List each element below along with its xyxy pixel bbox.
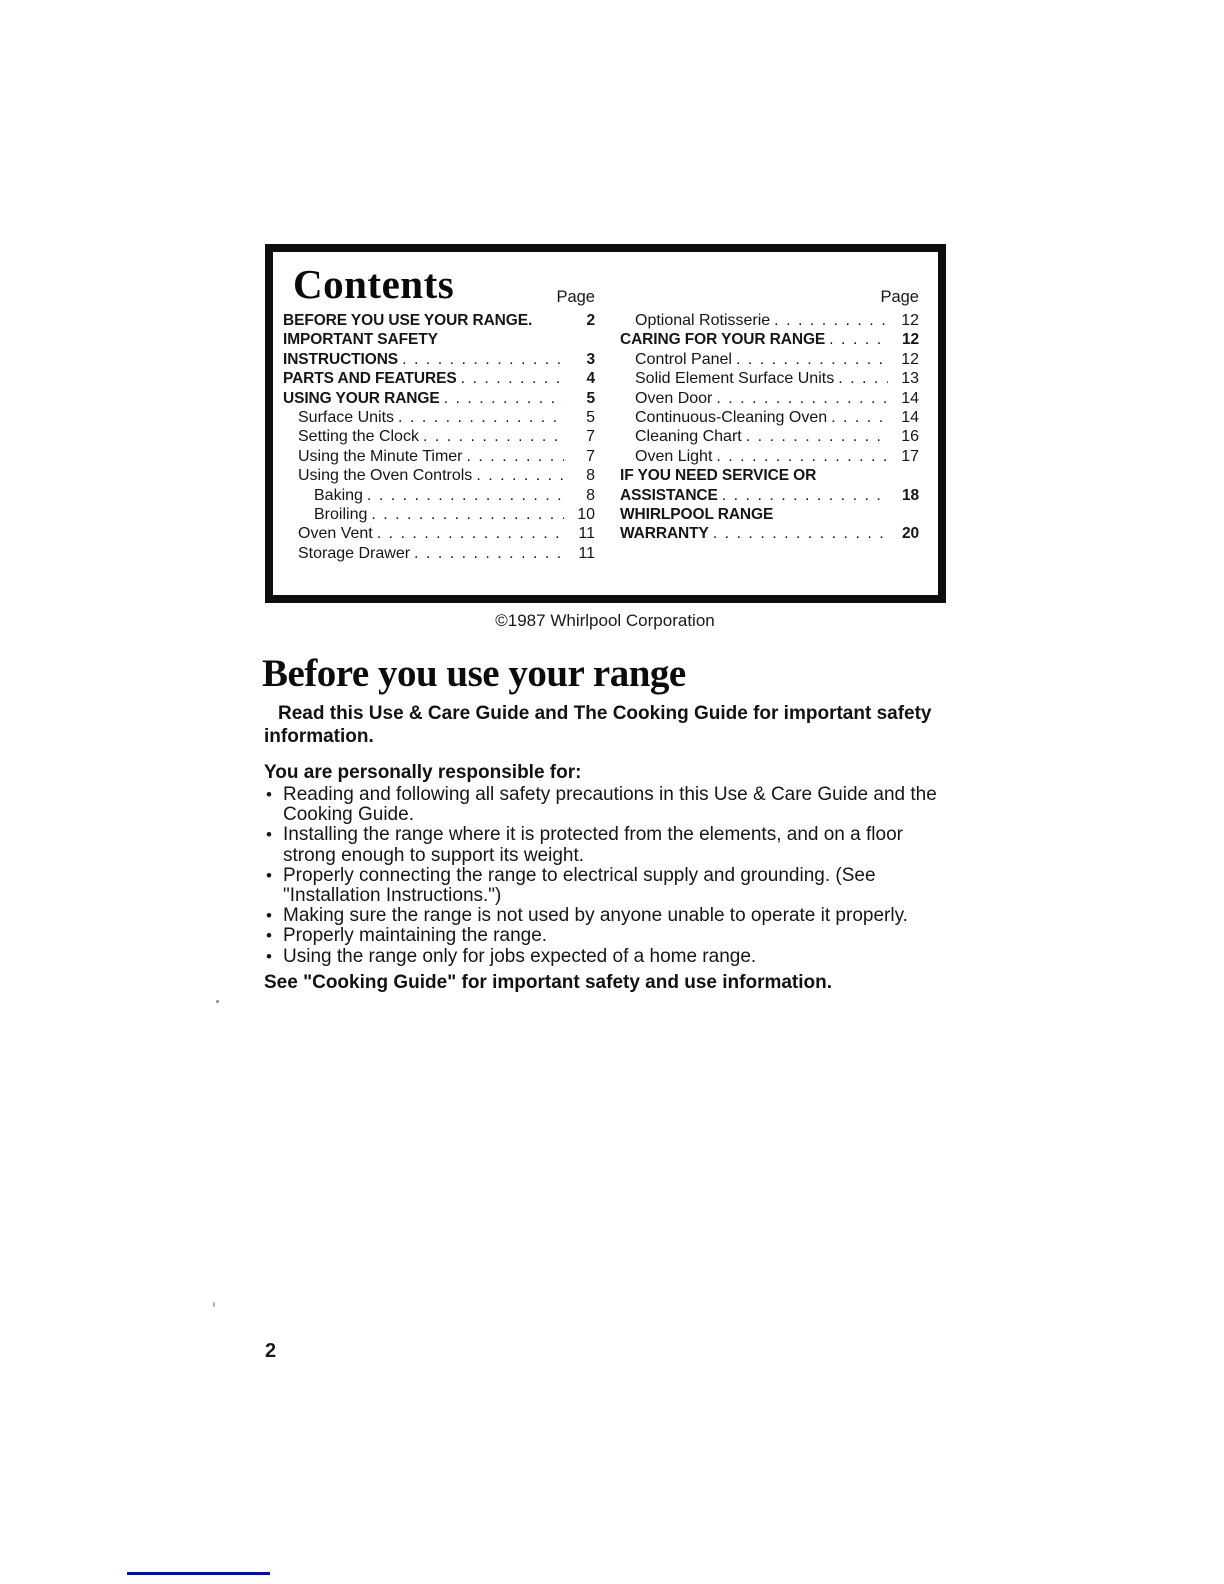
toc-dot-leader [716,390,888,408]
toc-dot-leader [736,351,888,369]
intro-paragraph [264,702,944,748]
toc-row [283,390,595,409]
toc-left-page-header: Page [556,288,595,306]
toc-entry-label: CARING FOR YOUR RANGE [620,331,826,349]
toc-page-number: 7 [586,428,595,446]
toc-row [620,487,919,506]
toc-dot-leader [713,525,888,543]
toc-entry-label: PARTS AND FEATURES [283,370,457,388]
bullet-icon: • [266,865,272,885]
toc-row [620,312,919,331]
intro-line: information. [264,726,374,747]
toc-page-number: 8 [586,467,595,485]
toc-entry-label: ASSISTANCE [620,486,718,504]
bullet-item-line: • Reading and following all safety precautions in this Use & Care Guide and the [266,784,937,805]
toc-row [620,351,919,370]
toc-row [620,409,919,428]
toc-right-column [620,288,919,545]
toc-dot-leader [467,448,564,466]
toc-entry-label: Broiling [314,505,368,523]
toc-row [620,370,919,389]
bullet-item-line: • Installing the range where it is protected from the elements, and on a floor [266,824,903,846]
scan-speck [213,1302,215,1307]
toc-row [283,525,595,544]
toc-entry-label: Optional Rotisserie [635,312,771,329]
toc-entry-label: BEFORE YOU USE YOUR RANGE. [283,312,533,329]
toc-page-number: 12 [901,331,919,349]
toc-dot-leader [716,448,888,466]
toc-dot-leader [444,390,564,408]
toc-dot-leader [774,312,888,330]
toc-entry-label: Storage Drawer [298,544,411,562]
bullet-icon: • [266,926,272,946]
toc-entry-label: USING YOUR RANGE [283,389,440,407]
toc-dot-leader [371,506,564,524]
bullet-item-line: • Making sure the range is not used by anyone unable to operate it properly. [266,905,908,927]
toc-entry-label: Surface Units [298,408,395,426]
contents-title: Contents [293,261,455,307]
toc-entry-label: IF YOU NEED SERVICE OR [620,467,817,485]
toc-page-number: 7 [586,447,595,465]
toc-page-number: 10 [577,505,595,523]
bullet-icon: • [266,825,272,845]
toc-dot-leader [414,545,564,563]
toc-page-number: 14 [901,389,919,407]
toc-page-number: 20 [901,525,919,543]
footer-underline [127,1572,270,1575]
toc-left-rows [283,312,595,564]
toc-row [620,448,919,467]
toc-row [620,428,919,447]
closing-note: See "Cooking Guide" for important safety and use information. [264,972,833,993]
toc-entry-label: Using the Oven Controls [298,467,473,485]
toc-page-number: 5 [586,389,595,407]
toc-entry-label: Solid Element Surface Units [635,370,835,388]
toc-right-rows [620,312,919,545]
toc-entry-label: Oven Light [635,447,713,465]
toc-entry-label: Setting the Clock [298,428,419,446]
page-number: 2 [265,1340,277,1362]
bullet-continuation-line: Cooking Guide. [283,804,414,826]
toc-row [283,351,595,370]
bullet-icon: • [266,785,272,804]
toc-row [283,370,595,389]
toc-dot-leader [746,428,888,446]
toc-dot-leader [722,487,888,505]
toc-page-number: 17 [901,447,919,465]
bullet-item-line: • Properly maintaining the range. [266,925,548,947]
toc-page-number: 11 [578,525,595,543]
toc-row [620,331,919,350]
responsibility-subhead: You are personally responsible for: [264,762,582,783]
toc-dot-leader [476,467,564,485]
toc-row [620,506,919,525]
toc-page-number: 12 [901,312,919,329]
toc-page-number: 8 [586,486,595,504]
toc-row [283,506,595,525]
toc-entry-label: Continuous-Cleaning Oven [635,408,828,426]
toc-entry-label: Using the Minute Timer [298,447,463,465]
toc-dot-leader [423,428,564,446]
toc-row [620,390,919,409]
toc-page-number: 14 [901,408,919,426]
toc-right-page-header: Page [880,288,919,306]
toc-entry-label: INSTRUCTIONS [283,350,399,368]
toc-dot-leader [838,370,888,388]
toc-page-number: 18 [901,486,919,504]
toc-entry-label: Cleaning Chart [635,428,742,446]
section-heading: Before you use your range [262,652,686,695]
toc-page-number: 3 [586,350,595,368]
toc-entry-label: WHIRLPOOL RANGE [620,505,774,523]
toc-page-number: 4 [586,370,595,388]
toc-dot-leader [402,351,564,369]
toc-left-column [283,288,595,564]
toc-page-number: 13 [901,370,919,388]
bullet-item-line: • Properly connecting the range to electrical supply and grounding. (See [266,864,876,886]
scan-speck [216,1000,219,1003]
toc-row [283,448,595,467]
toc-entry-label: WARRANTY [620,525,709,543]
toc-row [283,409,595,428]
bullet-continuation-line: strong enough to support its weight. [283,844,585,866]
bullet-continuation-line: "Installation Instructions.") [283,885,502,907]
toc-entry-label: Control Panel [635,350,732,368]
toc-entry-label: IMPORTANT SAFETY [283,331,438,349]
toc-row [283,487,595,506]
toc-entry-label: Oven Vent [298,525,373,543]
toc-row [283,312,595,331]
toc-row [283,467,595,486]
toc-dot-leader [377,525,564,543]
bullet-icon: • [266,906,272,926]
toc-entry-label: Baking [314,486,363,504]
bullet-icon: • [266,946,272,966]
toc-row [620,467,919,486]
responsibility-bullet-list [264,785,954,967]
toc-row [283,545,595,564]
toc-row [620,525,919,544]
intro-line: Read this Use & Care Guide and The Cooking Guide for important safety [278,703,932,724]
contents-panel [265,244,946,603]
toc-dot-leader [829,331,888,349]
bullet-item-line: • Using the range only for jobs expected of a home range. [266,945,757,967]
toc-page-number: 2 [586,312,595,329]
toc-dot-leader [831,409,888,427]
toc-page-number: 11 [578,544,595,562]
toc-entry-label: Oven Door [635,389,713,407]
toc-dot-leader [367,487,564,505]
toc-row [283,331,595,350]
toc-page-number: 12 [901,350,919,368]
toc-row [283,428,595,447]
toc-page-number: 16 [901,428,919,446]
toc-dot-leader [461,370,564,388]
copyright-line: ©1987 Whirlpool Corporation [495,611,715,630]
toc-dot-leader [398,409,564,427]
toc-page-number: 5 [586,408,595,426]
